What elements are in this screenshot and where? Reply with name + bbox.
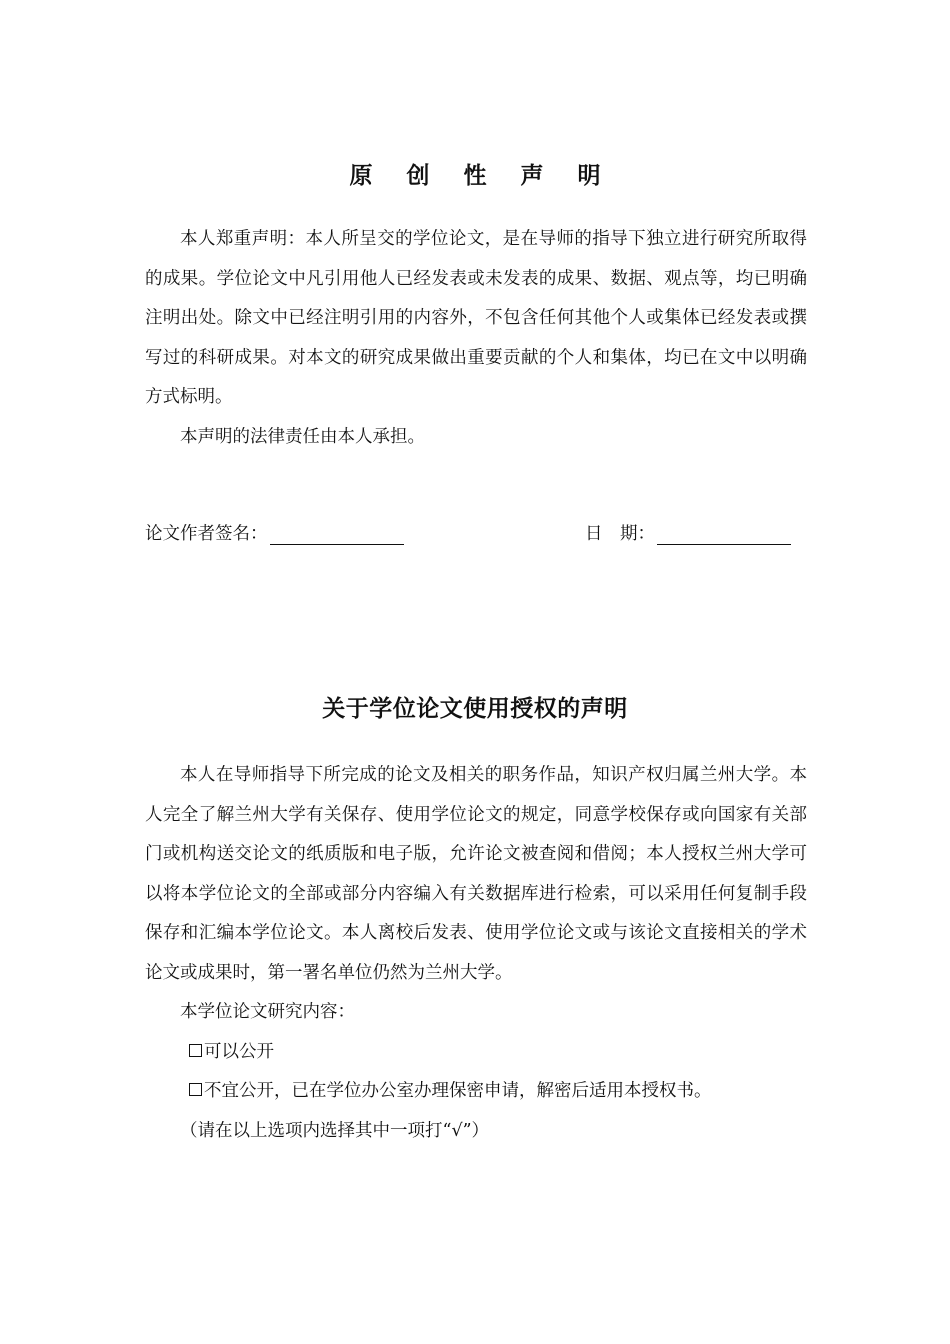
author-signature-label: 论文作者签名： [145,524,268,544]
authorization-paragraph: 本人在导师指导下所完成的论文及相关的职务作品，知识产权归属兰州大学。本人完全了解兰州大学有关保存、使用学位论文的规定，同意学校保存或向国家有关部门或机构送交论文的纸质版和电子版，允许论文被查阅和借阅；本人授权兰州大学可以将本学位论文的全部或部分内容编入有关数据库进行检索，可以采用任何复制手段保存和汇编本学位论文。本人离校后发表、使用学位论文或与该论文直接相关的学术论文或成果时，第一署名单位仍然为兰州大学。 [145,765,807,983]
selection-instruction-note: （请在以上选项内选择其中一项打“√”） [180,1120,490,1141]
originality-declaration-body [145,220,807,457]
research-content-label: 本学位论文研究内容： [180,1002,355,1022]
option-public-label: 可以公开 [204,1041,274,1062]
author-signature-blank [270,524,404,545]
option-confidential-label: 不宜公开，已在学位办公室办理保密申请，解密后适用本授权书。 [204,1081,712,1101]
author-signature-field [145,520,404,545]
authorization-declaration-title: 关于学位论文使用授权的声明 [322,696,628,722]
declaration-paragraph: 本人郑重声明：本人所呈交的学位论文，是在导师的指导下独立进行研究所取得的成果。学位论文中凡引用他人已经发表或未发表的成果、数据、观点等，均已明确注明出处。除文中已经注明引用的内容外，不包含任何其他个人或集体已经发表或撰写过的科研成果。对本文的研究成果做出重要贡献的个人和集体，均已在文中以明确方式标明。 [145,229,807,407]
authorization-declaration-body [145,756,807,1151]
option-public-checkbox [189,1044,202,1057]
signature-row [145,520,807,550]
date-blank [657,524,791,545]
option-confidential [145,1072,807,1112]
originality-declaration-title: 原 创 性 声 明 [349,163,614,189]
declaration-liability-paragraph: 本声明的法律责任由本人承担。 [180,426,425,447]
option-confidential-checkbox [189,1083,202,1096]
date-label: 日 期： [585,524,655,544]
option-public [145,1033,807,1073]
date-field [585,520,791,545]
